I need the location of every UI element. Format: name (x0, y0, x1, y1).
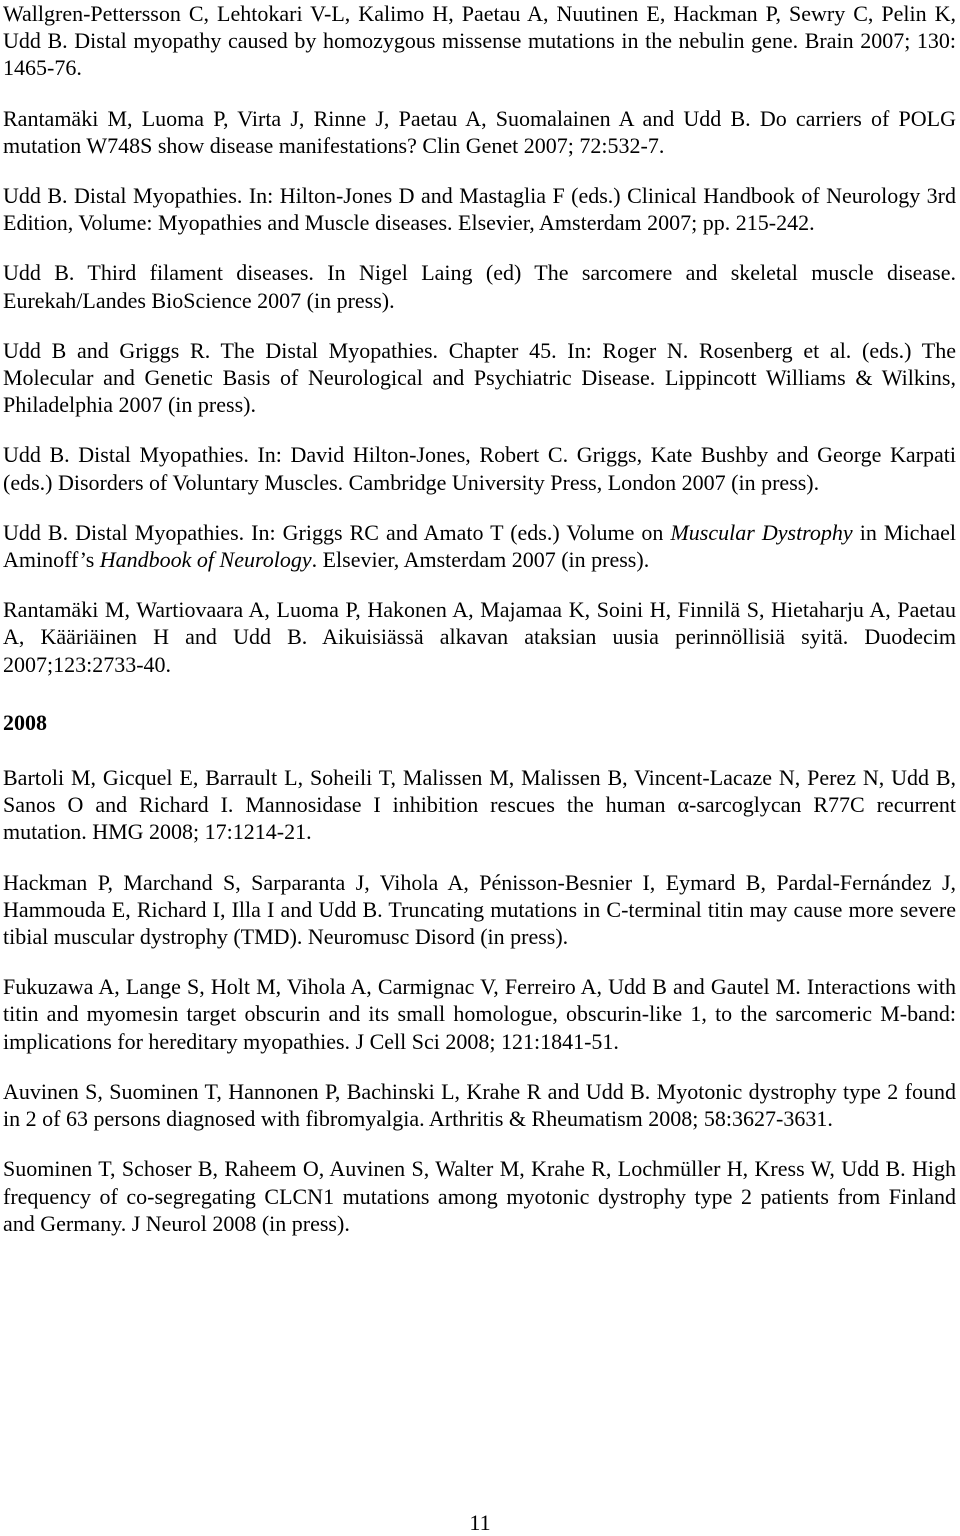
reference-entry: Udd B and Griggs R. The Distal Myopathies. Chapter 45. In: Roger N. Rosenberg et al. (eds.) The Molecular and Genetic Basis of Neurological and Psychiatric Disease. Lippincott Williams & Wilkins, Philadelphia 2007 (in press). (3, 337, 956, 418)
reference-entry: Suominen T, Schoser B, Raheem O, Auvinen S, Walter M, Krahe R, Lochmüller H, Kress W, Udd B. High frequency of co-segregating CLCN1 mutations among myotonic dystrophy type 2 patients from Finland and Germany. J Neurol 2008 (in press). (3, 1156, 956, 1236)
book-title-italic: Handbook of Neurology (99, 547, 312, 573)
page-number: 11 (469, 1510, 491, 1535)
year-heading: 2008 (3, 709, 47, 735)
book-title-italic: Muscular Dystrophy (670, 519, 853, 545)
reference-text: Udd B. Distal Myopathies. In: Griggs RC and Amato T (eds.) Volume on (3, 519, 671, 545)
reference-entry: Wallgren-Pettersson C, Lehtokari V-L, Kalimo H, Paetau A, Nuutinen E, Hackman P, Sewry C, Pelin K, Udd B. Distal myopathy caused by homozygous missense mutations in the nebulin gene. Brain 2007; 130: 1465-76. (3, 1, 956, 81)
reference-entry: Rantamäki M, Luoma P, Virta J, Rinne J, Paetau A, Suomalainen A and Udd B. Do carriers of POLG mutation W748S show disease manifestations? Clin Genet 2007; 72:532-7. (3, 105, 956, 158)
document-page (3, 0, 956, 1237)
reference-entry: Auvinen S, Suominen T, Hannonen P, Bachinski L, Krahe R and Udd B. Myotonic dystrophy type 2 found in 2 of 63 persons diagnosed with fibromyalgia. Arthritis & Rheumatism 2008; 58:3627-3631. (3, 1078, 956, 1132)
reference-entry: Bartoli M, Gicquel E, Barrault L, Soheili T, Malissen M, Malissen B, Vincent-Lacaze N, Perez N, Udd B, Sanos O and Richard I. Mannosidase I inhibition rescues the human α-sarcoglycan R77C recurrent mutation. HMG 2008; 17:1214-21. (3, 765, 956, 845)
reference-entry: Rantamäki M, Wartiovaara A, Luoma P, Hakonen A, Majamaa K, Soini H, Finnilä S, Hietaharju A, Paetau A, Kääriäinen H and Udd B. Aikuisiässä alkavan ataksian uusia perinnöllisiä syitä. Duodecim 2007;123:2733-40. (3, 597, 956, 677)
reference-entry: Hackman P, Marchand S, Sarparanta J, Vihola A, Pénisson-Besnier I, Eymard B, Pardal-Fernández J, Hammouda E, Richard I, Illa I and Udd B. Truncating mutations in C-terminal titin may cause more severe tibial muscular dystrophy (TMD). Neuromusc Disord (in press). (3, 869, 956, 950)
reference-entry: Fukuzawa A, Lange S, Holt M, Vihola A, Carmignac V, Ferreiro A, Udd B and Gautel M. Interactions with titin and myomesin target obscurin and its small homologue, obscurin-like 1, to the sarcomeric M-band: implications for hereditary myopathies. J Cell Sci 2008; 121:1841-51. (3, 974, 956, 1054)
reference-text: in Michael Aminoff’s (3, 519, 956, 573)
reference-entry: Udd B. Distal Myopathies. In: Hilton-Jones D and Mastaglia F (eds.) Clinical Handbook of Neurology 3rd Edition, Volume: Myopathies and Muscle diseases. Elsevier, Amsterdam 2007; pp. 215-242. (3, 183, 956, 236)
reference-entry: Udd B. Third filament diseases. In Nigel Laing (ed) The sarcomere and skeletal muscle disease. Eurekah/Landes BioScience 2007 (in press). (3, 260, 956, 313)
reference-text: . Elsevier, Amsterdam 2007 (in press). (311, 547, 650, 573)
reference-entry-with-italics (3, 519, 956, 573)
reference-entry: Udd B. Distal Myopathies. In: David Hilton-Jones, Robert C. Griggs, Kate Bushby and George Karpati (eds.) Disorders of Voluntary Muscles. Cambridge University Press, London 2007 (in press). (3, 442, 956, 495)
